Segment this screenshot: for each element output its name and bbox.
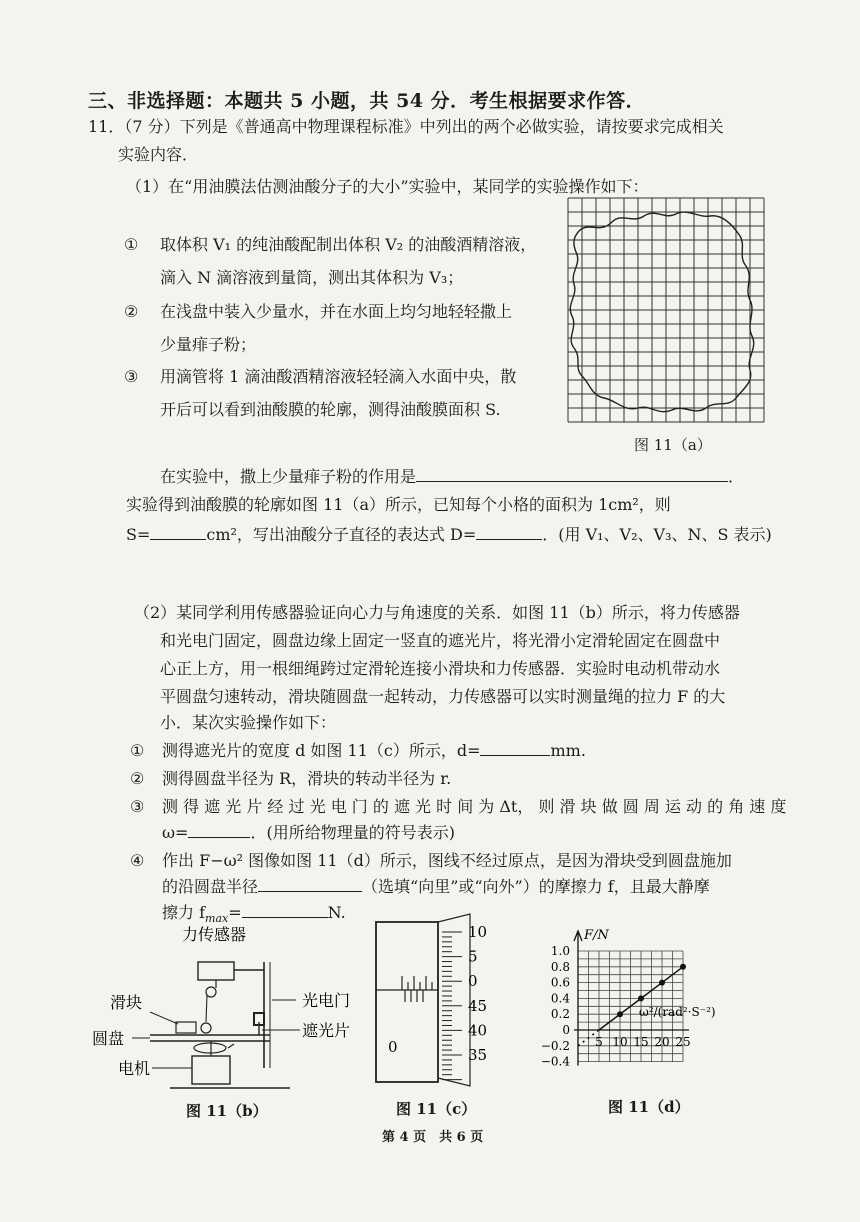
label-motor: 电机 [118, 1059, 151, 1078]
p2-step4: 作出 F−ω² 图像如图 11（d）所示，图线不经过原点，是因为滑块受到圆盘施加 [162, 851, 732, 870]
page-footer: 第 4 页 共 6 页 [382, 1130, 484, 1145]
p2-step3: 测 得 遮 光 片 经 过 光 电 门 的 遮 光 时 间 为 Δt， 则 滑 块 做 圆 周 运 动 的 角 速 度 [162, 797, 787, 816]
q-a-prompt: 在实验中，撒上少量痱子粉的作用是 [160, 467, 417, 486]
sensor-box [198, 962, 234, 980]
p2-step2: 测得圆盘半径为 R，滑块的转动半径为 r. [162, 769, 452, 788]
part1-lead: （1）在“用油膜法估测油酸分子的大小”实验中，某同学的实验操作如下： [126, 177, 649, 196]
chart-ytick-label: −0.4 [540, 1054, 570, 1069]
step2-line2: 少量痱子粉； [160, 335, 257, 354]
figure-11a-caption: 图 11（a） [634, 436, 712, 454]
answer-blank-direction[interactable] [258, 873, 362, 892]
label-light-gate: 光电门 [302, 991, 351, 1010]
chart-ytick-label: 0.4 [550, 991, 570, 1006]
figure-11b-apparatus [90, 918, 360, 1098]
part2-line4: 平圆盘匀速转动，滑块随圆盘一起转动，力传感器可以实时测量绳的拉力 F 的大 [160, 687, 726, 706]
thimble-label: 10 [468, 923, 488, 941]
chart-ylabel: F/N [584, 928, 609, 943]
thimble-label: 5 [468, 947, 478, 966]
label-slider: 滑块 [110, 993, 143, 1012]
p2-fmax-unit: N. [327, 903, 346, 922]
figure-11d-chart [508, 880, 808, 1100]
p2-fmax-sub: max [205, 912, 229, 926]
part2-line2: 和光电门固定，圆盘边缘上固定一竖直的遮光片，将光滑小定滑轮固定在圆盘中 [160, 631, 721, 650]
figure-11c-caption: 图 11（c） [396, 1100, 477, 1118]
label-disc: 圆盘 [92, 1029, 125, 1048]
motor-body [192, 1056, 230, 1084]
chart-xtick-label: 10 [612, 1035, 628, 1049]
p2-step2-num: ② [130, 769, 145, 788]
q11-intro-line1: 11．（7 分）下列是《普通高中物理课程标准》中列出的两个必做实验，请按要求完成相关 [88, 117, 724, 136]
figure-11c-micrometer [370, 910, 510, 1090]
p2-step4-b-text: 的沿圆盘半径 [162, 877, 259, 896]
slider-block [176, 1022, 196, 1033]
q-a-text: 在实验中，撒上少量痱子粉的作用是 ． [160, 462, 744, 492]
chart-ytick-label: 0.8 [550, 959, 570, 974]
label-force-sensor: 力传感器 [182, 925, 247, 944]
sleeve-zero-label: 0 [388, 1038, 398, 1056]
chart-ytick-label: 0.6 [550, 975, 570, 990]
p2-step1 [162, 736, 586, 766]
part2-line1: （2）某同学利用传感器验证向心力与角速度的关系．如图 11（b）所示，将力传感器 [134, 603, 740, 622]
step2-num: ② [124, 302, 139, 321]
figure-11d-caption: 图 11（d） [608, 1098, 690, 1116]
chart-point [659, 980, 665, 986]
p2-step3-hint: ．(用所给物理量的符号表示) [250, 823, 455, 842]
oil-film-outline [570, 212, 753, 412]
section-title: 三、非选择题：本题共 5 小题，共 54 分．考生根据要求作答． [88, 90, 646, 112]
answer-blank-area-s[interactable] [150, 521, 206, 540]
chart-point [680, 964, 686, 970]
chart-point [638, 995, 644, 1001]
p2-omega-label: ω= [162, 823, 189, 842]
chart-ytick-label: −0.2 [540, 1038, 570, 1053]
q-c-d-label: cm²，写出油酸分子直径的表达式 D= [206, 525, 477, 544]
q11-intro-line2: 实验内容． [118, 145, 199, 164]
p2-step3-num: ③ [130, 797, 145, 816]
answer-blank-omega[interactable] [188, 819, 250, 838]
chart-ytick-label: 1.0 [550, 944, 570, 958]
step3-line2: 开后可以看到油酸膜的轮廓，测得油酸膜面积 S. [160, 400, 501, 419]
step1-num: ① [124, 235, 139, 254]
chart-point [617, 1011, 623, 1017]
p2-step1-text: 测得遮光片的宽度 d 如图 11（c）所示，d= [162, 741, 481, 760]
q-c-s-label: S= [126, 525, 151, 544]
q-c-line [126, 520, 772, 550]
thimble-label: 45 [468, 996, 488, 1015]
step1-line2: 滴入 N 滴溶液到量筒，测出其体积为 V₃； [160, 268, 464, 287]
chart-xtick-label: 15 [633, 1035, 649, 1049]
chart-xlabel: ω²/(rad²·S⁻²) [639, 1005, 716, 1019]
p2-step1-unit: mm. [550, 741, 586, 760]
q-b-text: 实验得到油酸膜的轮廓如图 11（a）所示，已知每个小格的面积为 1cm²，则 [126, 495, 671, 514]
part2-line5: 小．某次实验操作如下： [160, 713, 337, 732]
step1-line1: 取体积 V₁ 的纯油酸配制出体积 V₂ 的油酸酒精溶液， [160, 235, 537, 254]
thimble-label: 0 [468, 972, 478, 991]
micrometer-frame [376, 922, 438, 1082]
p2-fmax-label: 擦力 f [162, 903, 206, 922]
thimble-label: 35 [468, 1046, 488, 1064]
string [206, 995, 207, 1022]
answer-blank-fmax[interactable] [242, 899, 328, 918]
chart-xtick-label: 25 [675, 1035, 691, 1049]
figure-11b-caption: 图 11（b） [186, 1102, 268, 1120]
step2-line1: 在浅盘中装入少量水，并在水面上均匀地轻轻撒上 [160, 302, 513, 321]
figure-11a-oil-film-grid [560, 192, 780, 432]
answer-blank-width-d[interactable] [480, 737, 550, 756]
p2-step3-b [162, 818, 455, 848]
chart-ytick-label: 0.2 [550, 1007, 570, 1022]
chart-ytick-label: 0 [562, 1023, 570, 1037]
p2-step4-num: ④ [130, 851, 145, 870]
p2-fmax-eq: = [228, 903, 242, 922]
step3-line1: 用滴管将 1 滴油酸酒精溶液轻轻滴入水面中央，散 [160, 367, 517, 386]
step3-num: ③ [124, 367, 139, 386]
part2-line3: 心正上方，用一根细绳跨过定滑轮连接小滑块和力传感器．实验时电动机带动水 [160, 659, 721, 678]
answer-blank-diameter-d[interactable] [476, 521, 542, 540]
p2-step4-c-text: （选填“向里”或“向外”）的摩擦力 f，且最大静摩 [362, 877, 710, 896]
p2-step1-num: ① [130, 741, 145, 760]
q-c-hint: ．(用 V₁、V₂、V₃、N、S 表示) [542, 525, 772, 544]
answer-blank-powder-purpose[interactable] [416, 463, 728, 482]
thimble-label: 40 [468, 1021, 488, 1040]
label-shade-piece: 遮光片 [302, 1021, 351, 1040]
chart-xtick-label: 20 [654, 1035, 670, 1049]
chart-xtick-label: 5 [595, 1035, 603, 1049]
